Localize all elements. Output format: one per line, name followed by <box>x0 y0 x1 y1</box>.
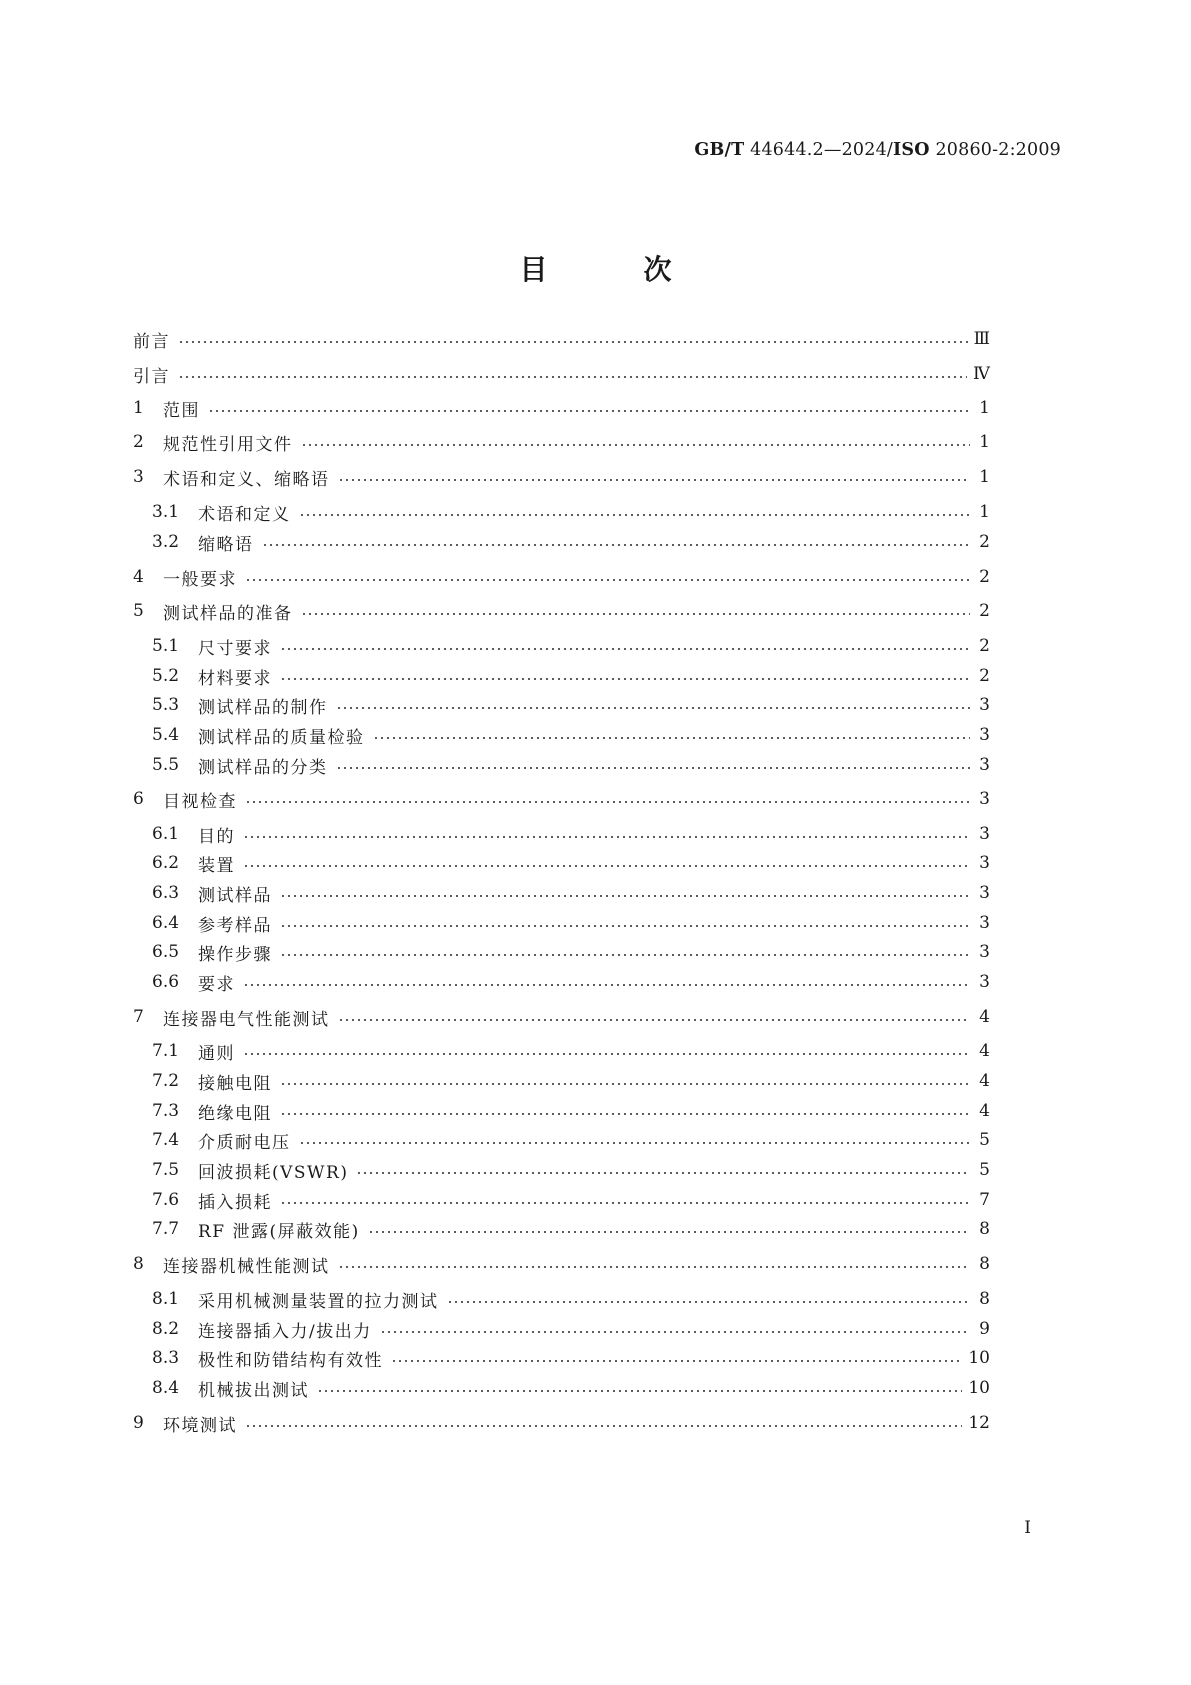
dot-leader <box>338 1266 971 1268</box>
toc-entry[interactable] <box>133 464 990 490</box>
toc-entry-page: 3 <box>979 853 990 873</box>
toc-entry-title: 范围 <box>163 400 200 421</box>
toc-entry-page: 4 <box>979 1041 990 1061</box>
toc-entry-number: 6.6 <box>152 972 180 992</box>
toc-entry-number: 8.2 <box>152 1319 180 1339</box>
dot-leader <box>280 954 970 956</box>
dot-leader <box>178 376 967 378</box>
toc-entry-title: 要求 <box>198 974 235 995</box>
toc-entry-page: 3 <box>979 942 990 962</box>
toc-entry-title: 通则 <box>198 1043 235 1064</box>
toc-entry-title: 缩略语 <box>198 534 254 555</box>
dot-leader <box>301 444 971 446</box>
dot-leader <box>447 1301 971 1303</box>
toc-entry-title: 测试样品的分类 <box>198 757 328 778</box>
toc-entry-title: 术语和定义 <box>198 504 291 525</box>
toc-entry-page: 3 <box>979 824 990 844</box>
standard-number-rest: 44644.2—2024/ <box>744 140 894 160</box>
dot-leader <box>280 648 970 650</box>
toc-entry[interactable] <box>152 1286 990 1312</box>
dot-leader <box>301 613 971 615</box>
toc-entry[interactable] <box>152 910 990 936</box>
dot-leader <box>299 1142 971 1144</box>
toc-entry-page: 7 <box>979 1190 990 1210</box>
toc-entry-title: 术语和定义、缩略语 <box>163 469 330 490</box>
dot-leader <box>245 801 970 803</box>
toc-entry-number: 6.1 <box>152 824 180 844</box>
toc-entry-number: 7.3 <box>152 1101 180 1121</box>
toc-entry-page: 5 <box>979 1160 990 1180</box>
toc-entry-title: 操作步骤 <box>198 944 272 965</box>
toc-entry-page: 1 <box>979 502 990 522</box>
toc-entry-number: 7.6 <box>152 1190 180 1210</box>
toc-entry-number: 8 <box>133 1254 144 1274</box>
toc-entry-number: 7.7 <box>152 1219 180 1239</box>
toc-entry-number: 3.1 <box>152 502 180 522</box>
toc-entry-title: 连接器机械性能测试 <box>163 1256 330 1277</box>
toc-entry[interactable] <box>152 1038 990 1064</box>
toc-entry-number: 5 <box>133 601 144 621</box>
dot-leader <box>280 1202 970 1204</box>
dot-leader <box>391 1360 962 1362</box>
toc-entry-number: 5.1 <box>152 636 180 656</box>
toc-entry-number: 8.3 <box>152 1348 180 1368</box>
toc-entry-page: 8 <box>979 1254 990 1274</box>
dot-leader <box>262 544 971 546</box>
toc-entry-number: 7.1 <box>152 1041 180 1061</box>
dot-leader <box>280 1113 970 1115</box>
toc-entry[interactable] <box>152 1375 990 1401</box>
toc-entry[interactable] <box>152 969 990 995</box>
toc-entry-title: 回波损耗(VSWR) <box>198 1162 349 1183</box>
toc-entry-page: 3 <box>979 695 990 715</box>
toc-entry[interactable] <box>152 722 990 748</box>
toc-entry-number: 8.1 <box>152 1289 180 1309</box>
toc-entry-title: 采用机械测量装置的拉力测试 <box>198 1291 439 1312</box>
dot-leader <box>336 707 971 709</box>
toc-entry-number: 6.5 <box>152 942 180 962</box>
toc-entry-page: 10 <box>968 1348 990 1368</box>
toc-entry-page: 3 <box>979 883 990 903</box>
toc-entry-title: 极性和防错结构有效性 <box>198 1350 383 1371</box>
dot-leader <box>243 865 970 867</box>
toc-entry-title: 介质耐电压 <box>198 1132 291 1153</box>
toc-entry[interactable] <box>152 663 990 689</box>
toc-entry-title: 测试样品的制作 <box>198 697 328 718</box>
toc-entry[interactable] <box>133 395 990 421</box>
toc-entry-page: 10 <box>968 1378 990 1398</box>
toc-entry-page: 3 <box>979 755 990 775</box>
dot-leader <box>299 514 971 516</box>
toc-entry-page: 3 <box>979 789 990 809</box>
toc-entry-title: 规范性引用文件 <box>163 434 293 455</box>
toc-entry[interactable] <box>133 786 990 812</box>
dot-leader <box>280 1083 970 1085</box>
toc-entry-page: 4 <box>979 1007 990 1027</box>
toc-entry-title: 一般要求 <box>163 569 237 590</box>
toc-entry-number: 6.3 <box>152 883 180 903</box>
dot-leader <box>338 1019 971 1021</box>
page-title-part1: 目 <box>519 253 548 286</box>
toc-entry-number: 5.3 <box>152 695 180 715</box>
toc-entry-number: 7 <box>133 1007 144 1027</box>
toc-entry-page: 2 <box>979 636 990 656</box>
toc-entry[interactable] <box>152 880 990 906</box>
toc-entry-title: 材料要求 <box>198 668 272 689</box>
toc-entry-number: 3.2 <box>152 532 180 552</box>
toc-entry-page: Ⅲ <box>973 329 990 349</box>
toc-entry-number: 4 <box>133 567 144 587</box>
toc-entry-number: 2 <box>133 432 144 452</box>
toc-entry[interactable] <box>152 1127 990 1153</box>
dot-leader <box>356 1172 970 1174</box>
toc-entry[interactable] <box>152 1216 990 1242</box>
dot-leader <box>178 341 968 343</box>
dot-leader <box>380 1331 970 1333</box>
toc-entry[interactable] <box>133 598 990 624</box>
toc-entry[interactable] <box>152 939 990 965</box>
toc-entry-title: 绝缘电阻 <box>198 1103 272 1124</box>
toc-entry-title: 测试样品的准备 <box>163 603 293 624</box>
toc-entry[interactable] <box>152 692 990 718</box>
toc-entry-title: 机械拔出测试 <box>198 1380 309 1401</box>
toc-entry-title: 测试样品 <box>198 885 272 906</box>
toc-entry-title: 目视检查 <box>163 791 237 812</box>
toc-entry[interactable] <box>133 564 990 590</box>
toc-entry-page: 8 <box>979 1289 990 1309</box>
toc-entry-title: 引言 <box>133 366 170 387</box>
toc-entry-page: 3 <box>979 725 990 745</box>
toc-entry[interactable] <box>152 633 990 659</box>
toc-entry-title: RF 泄露(屏蔽效能) <box>198 1221 360 1242</box>
toc-entry-page: 3 <box>979 972 990 992</box>
toc-entry[interactable] <box>133 361 990 387</box>
toc-entry-number: 7.5 <box>152 1160 180 1180</box>
toc-entry[interactable] <box>152 529 990 555</box>
toc-entry-page: 1 <box>979 432 990 452</box>
toc-entry-page: 3 <box>979 913 990 933</box>
toc-entry-title: 测试样品的质量检验 <box>198 727 365 748</box>
toc-entry-title: 插入损耗 <box>198 1192 272 1213</box>
toc-entry-number: 6.2 <box>152 853 180 873</box>
toc-entry-title: 环境测试 <box>163 1415 237 1436</box>
dot-leader <box>336 767 971 769</box>
dot-leader <box>245 1425 962 1427</box>
toc-entry[interactable] <box>133 1251 990 1277</box>
toc-entry[interactable] <box>152 850 990 876</box>
dot-leader <box>280 895 970 897</box>
toc-entry-number: 9 <box>133 1413 144 1433</box>
toc-entry-number: 7.2 <box>152 1071 180 1091</box>
page-number: I <box>1024 1518 1031 1538</box>
toc-entry-page: 2 <box>979 567 990 587</box>
toc-entry[interactable] <box>133 326 990 352</box>
toc-entry-title: 装置 <box>198 855 235 876</box>
toc-entry[interactable] <box>152 821 990 847</box>
dot-leader <box>243 984 970 986</box>
toc-entry-title: 前言 <box>133 331 170 352</box>
dot-leader <box>317 1390 962 1392</box>
toc-entry-title: 目的 <box>198 826 235 847</box>
toc-entry-title: 连接器电气性能测试 <box>163 1009 330 1030</box>
toc-entry-number: 5.5 <box>152 755 180 775</box>
standard-prefix: GB/T <box>694 140 745 160</box>
toc-entry-number: 5.4 <box>152 725 180 745</box>
toc-entry[interactable] <box>152 1157 990 1183</box>
toc-entry[interactable] <box>152 499 990 525</box>
dot-leader <box>280 678 970 680</box>
toc-entry-number: 6 <box>133 789 144 809</box>
toc-entry-page: 5 <box>979 1130 990 1150</box>
dot-leader <box>338 479 971 481</box>
dot-leader <box>243 836 970 838</box>
toc-entry-page: 2 <box>979 532 990 552</box>
toc-entry-number: 6.4 <box>152 913 180 933</box>
toc-entry-title: 接触电阻 <box>198 1073 272 1094</box>
toc-entry-page: Ⅳ <box>973 364 990 384</box>
iso-number-rest: 20860-2:2009 <box>929 140 1061 160</box>
toc-entry[interactable] <box>152 1187 990 1213</box>
toc-entry-page: 1 <box>979 398 990 418</box>
toc-entry[interactable] <box>152 1098 990 1124</box>
toc-entry-page: 4 <box>979 1101 990 1121</box>
toc-entry[interactable] <box>133 1410 990 1436</box>
toc-entry-title: 尺寸要求 <box>198 638 272 659</box>
toc-entry-page: 12 <box>968 1413 990 1433</box>
dot-leader <box>368 1231 970 1233</box>
toc-entry-number: 1 <box>133 398 144 418</box>
toc-entry[interactable] <box>133 429 990 455</box>
dot-leader <box>243 1053 970 1055</box>
dot-leader <box>208 410 970 412</box>
toc-entry-number: 8.4 <box>152 1378 180 1398</box>
toc-entry-page: 4 <box>979 1071 990 1091</box>
toc-entry[interactable] <box>152 1316 990 1342</box>
dot-leader <box>280 925 970 927</box>
toc-entry-title: 连接器插入力/拔出力 <box>198 1321 372 1342</box>
toc-entry[interactable] <box>133 1004 990 1030</box>
toc-entry-page: 2 <box>979 601 990 621</box>
toc-entry-number: 7.4 <box>152 1130 180 1150</box>
toc-entry-page: 1 <box>979 467 990 487</box>
toc-entry-page: 8 <box>979 1219 990 1239</box>
iso-prefix: ISO <box>893 140 930 160</box>
toc-entry[interactable] <box>152 1068 990 1094</box>
toc-entry-number: 3 <box>133 467 144 487</box>
toc-entry[interactable] <box>152 1345 990 1371</box>
toc-entry-number: 5.2 <box>152 666 180 686</box>
toc-entry-page: 9 <box>979 1319 990 1339</box>
toc-entry-title: 参考样品 <box>198 915 272 936</box>
toc-entry-page: 2 <box>979 666 990 686</box>
dot-leader <box>373 737 971 739</box>
page-title-part2: 次 <box>643 253 672 286</box>
toc-entry[interactable] <box>152 752 990 778</box>
dot-leader <box>245 579 970 581</box>
